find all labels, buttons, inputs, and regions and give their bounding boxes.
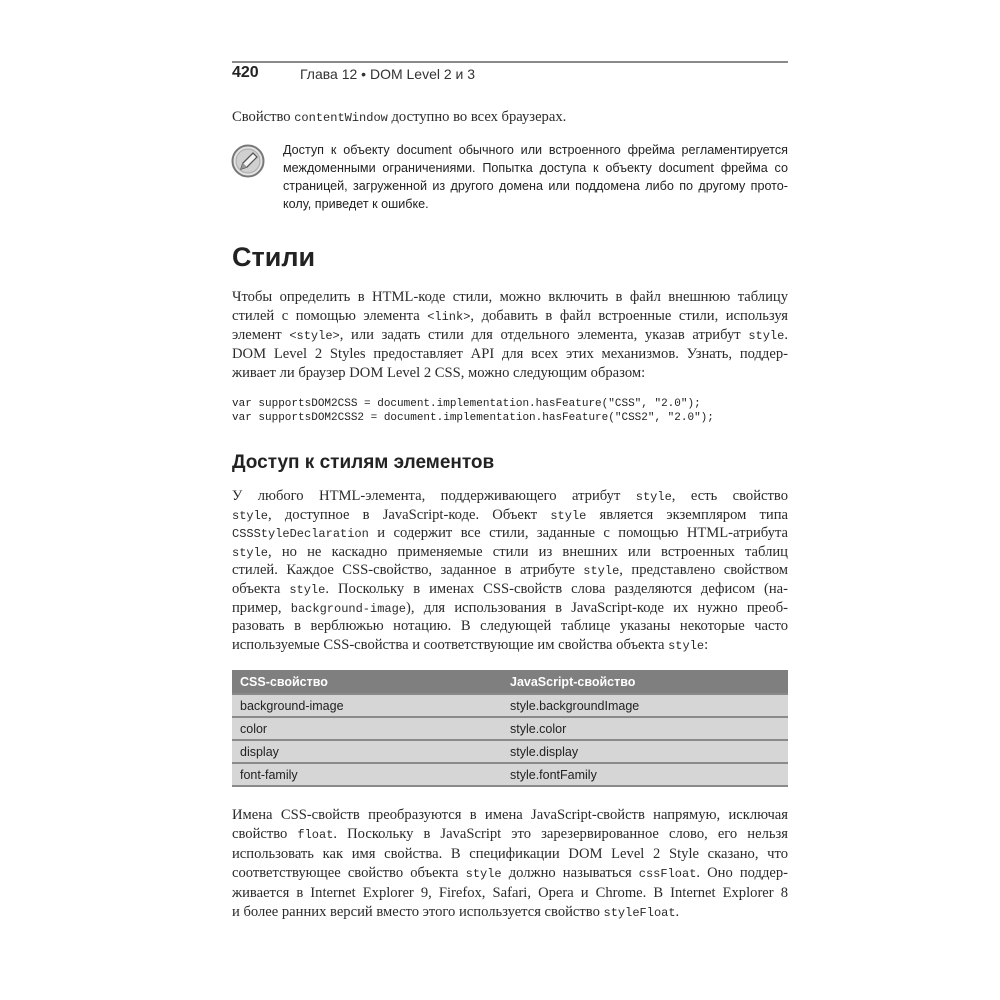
js-cell: style.color	[502, 717, 788, 740]
text-line	[232, 364, 788, 383]
text-line	[232, 845, 788, 864]
inline-code: background-image	[290, 601, 406, 616]
inline-code: style	[232, 508, 269, 523]
text-line	[232, 524, 788, 543]
text-run: , представлено свойством	[619, 562, 788, 579]
text-line	[232, 543, 788, 562]
text-run: :	[704, 636, 709, 653]
text-line	[232, 108, 788, 127]
text-run: объекта	[232, 581, 290, 597]
text-run: , доступное в JavaScript-коде. Объект	[268, 506, 551, 523]
code-line: var supportsDOM2CSS = document.implementation.hasFeature("CSS", "2.0");	[232, 398, 701, 410]
text-run: Свойство	[232, 109, 295, 125]
css-cell: font-family	[232, 763, 502, 786]
text-run: используемые CSS-свойства и соответствующие им свойства объекта	[232, 636, 669, 653]
text-line	[232, 806, 788, 825]
text-run: , или задать стили для отдельного элемента, указав атрибут	[339, 327, 749, 343]
inline-code: style	[668, 638, 705, 653]
inline-code: CSSStyleDeclaration	[232, 527, 369, 542]
text-run: живает ли браузер DOM Level 2 CSS, можно следующим образом:	[232, 365, 646, 381]
text-run: .	[784, 327, 788, 343]
text-run: , добавить в файл встроенные стили, используя	[470, 308, 788, 324]
inline-code: style	[465, 867, 502, 882]
inline-code: style	[550, 508, 587, 523]
inline-code: style	[232, 545, 269, 560]
table-row	[232, 717, 788, 740]
text-run: , есть свойство	[671, 488, 788, 504]
inline-code: contentWindow	[294, 111, 388, 125]
text-line	[232, 326, 788, 345]
text-run: У любого HTML-элемента, поддерживающего атрибут	[232, 488, 636, 504]
text-run: и содержит все стили, заданные с помощью HTML-атрибута	[368, 525, 788, 542]
text-line	[232, 636, 788, 655]
text-line	[232, 580, 788, 599]
text-line	[232, 903, 788, 922]
pencil-icon	[231, 144, 265, 178]
text-run: и более ранних версий вместо этого используется свойство	[232, 904, 604, 920]
code-line: var supportsDOM2CSS2 = document.implementation.hasFeature("CSS2", "2.0");	[232, 412, 714, 424]
inline-code: float	[297, 828, 334, 843]
table-header-row	[232, 670, 788, 694]
css-js-property-table	[232, 670, 788, 787]
text-run: DOM Level 2 Styles предоставляет API для всех этих механизмов. Узнать, поддер-	[232, 346, 788, 362]
css-cell: color	[232, 717, 502, 740]
header-rule	[232, 61, 788, 63]
text-line	[232, 506, 788, 525]
css-cell: display	[232, 740, 502, 763]
text-run: пример,	[232, 599, 291, 616]
text-run: стилей с помощью элемента	[232, 308, 428, 324]
table-row	[232, 740, 788, 763]
table-row	[232, 763, 788, 786]
text-run: . Поскольку в JavaScript это зарезервированное слово, его нельзя	[333, 826, 788, 843]
text-line	[232, 307, 788, 326]
text-run: разовать в верблюжью нотацию. В следующей таблице указаны некоторые часто	[232, 618, 788, 635]
text-run: доступно во всех браузерах.	[387, 109, 567, 125]
text-run: Имена CSS-свойств преобразуются в имена JavaScript-свойств напрямую, исключая	[232, 807, 788, 823]
text-run: элемент	[232, 327, 290, 343]
text-line	[232, 617, 788, 636]
text-run: должно называться	[501, 865, 639, 882]
column-header-js: JavaScript-свойство	[502, 670, 788, 694]
text-run: является экземпляром типа	[586, 506, 788, 523]
text-line	[232, 864, 788, 883]
note-line: междоменными ограничениями. Попытка доступа к объекту document фрейма со	[283, 161, 788, 175]
column-header-css: CSS-свойство	[232, 670, 502, 694]
text-line	[232, 345, 788, 364]
text-line	[232, 561, 788, 580]
js-cell: style.display	[502, 740, 788, 763]
js-cell: style.fontFamily	[502, 763, 788, 786]
text-run: использовать как имя свойства. В спецификации DOM Level 2 Style сказано, что	[232, 845, 788, 862]
text-line	[232, 825, 788, 844]
text-line	[232, 599, 788, 618]
text-run: соответствующее свойство объекта	[232, 865, 466, 882]
text-run: .	[675, 904, 680, 920]
text-run: , но не каскадно применяемые стили из внешних или встроенных таблиц	[268, 543, 788, 560]
text-run: Чтобы определить в HTML-коде стили, можно включить в файл внешнюю таблицу	[232, 289, 788, 305]
note-line: Доступ к объекту document обычного или встроенного фрейма регламентируется	[283, 143, 788, 157]
js-cell: style.backgroundImage	[502, 694, 788, 717]
text-run: стилей. Каждое CSS-свойство, заданное в атрибуте	[232, 562, 584, 579]
text-line	[232, 288, 788, 307]
inline-code: cssFloat	[638, 867, 697, 882]
section-heading: Стили	[232, 242, 316, 272]
inline-code: <link>	[427, 310, 471, 324]
text-run: . Оно поддер-	[696, 865, 788, 882]
text-run: ), для использования в JavaScript-коде их нужно преоб-	[406, 599, 788, 616]
text-run: живается в Internet Explorer 9, Firefox, Safari, Opera и Chrome. В Internet Explorer 8	[232, 884, 788, 901]
css-cell: background-image	[232, 694, 502, 717]
inline-code: style	[748, 329, 785, 343]
table-row	[232, 694, 788, 717]
inline-code: style	[289, 583, 326, 597]
text-line	[232, 884, 788, 903]
text-run: . Поскольку в именах CSS-свойств слова разделяются дефисом (на-	[325, 581, 788, 597]
text-line	[232, 487, 788, 506]
inline-code: style	[635, 490, 672, 504]
text-run: свойство	[232, 826, 298, 843]
note-line: страницей, загруженной из другого домена или поддомена либо по другому прото-	[283, 179, 788, 193]
note-line: колу, приведет к ошибке.	[283, 197, 429, 211]
inline-code: <style>	[289, 329, 340, 343]
inline-code: styleFloat	[603, 906, 676, 920]
page-number: 420	[232, 64, 259, 81]
subsection-heading: Доступ к стилям элементов	[232, 452, 495, 473]
inline-code: style	[583, 564, 620, 579]
running-header: Глава 12 • DOM Level 2 и 3	[300, 66, 476, 82]
